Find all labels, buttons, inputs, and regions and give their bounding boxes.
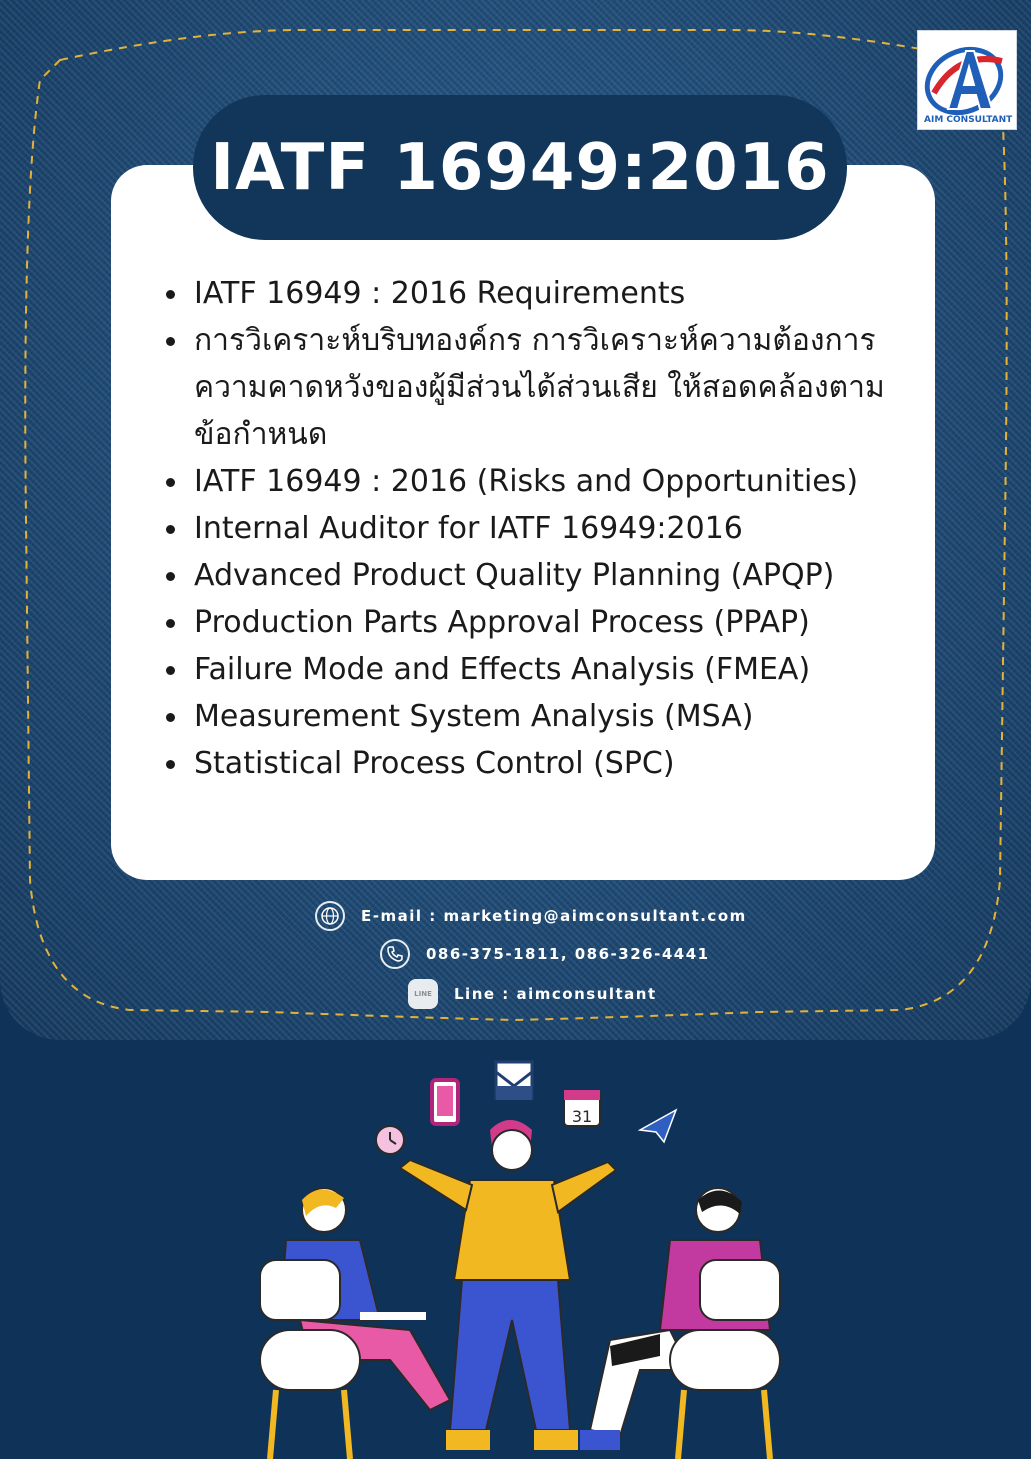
contact-line[interactable]: Line : aimconsultant: [454, 985, 657, 1003]
line-app-icon: LINE: [408, 979, 438, 1009]
phone-icon: [432, 1080, 458, 1124]
aim-consultant-logo: [917, 30, 1017, 130]
list-item: Internal Auditor for IATF 16949:2016: [160, 505, 920, 552]
list-item: การวิเคราะห์บริบทองค์กร การวิเคราะห์ความต้องการ ความคาดหวังของผู้มีส่วนได้ส่วนเสีย ให้สอดคล้องตามข้อกำหนด: [160, 317, 920, 458]
list-item: Production Parts Approval Process (PPAP): [160, 599, 920, 646]
title-banner: [193, 95, 847, 240]
contact-line-row[interactable]: [408, 979, 657, 1009]
list-item: Measurement System Analysis (MSA): [160, 693, 920, 740]
page-title: IATF 16949:2016: [210, 130, 830, 205]
paper-plane-icon: [640, 1110, 676, 1142]
globe-icon: [315, 901, 345, 931]
list-item: Statistical Process Control (SPC): [160, 740, 920, 787]
team-meeting-illustration: [240, 1050, 800, 1459]
alarm-clock-icon: [376, 1126, 404, 1154]
contact-email[interactable]: E-mail : marketing@aimconsultant.com: [361, 907, 747, 925]
list-item: IATF 16949 : 2016 Requirements: [160, 270, 920, 317]
course-list: [160, 270, 920, 787]
contact-email-row[interactable]: [315, 901, 747, 931]
contact-phone[interactable]: 086-375-1811, 086-326-4441: [426, 945, 710, 963]
calendar-day: 31: [571, 1107, 593, 1126]
calendar-icon: [564, 1090, 600, 1126]
phone-icon: [380, 939, 410, 969]
list-item: Advanced Product Quality Planning (APQP): [160, 552, 920, 599]
envelope-icon: [496, 1062, 532, 1100]
seated-person-right: [580, 1188, 780, 1459]
seated-person-left: [260, 1188, 450, 1459]
list-item: Failure Mode and Effects Analysis (FMEA): [160, 646, 920, 693]
list-item: IATF 16949 : 2016 (Risks and Opportunities): [160, 458, 920, 505]
logo-text: AIM CONSULTANT: [924, 115, 1013, 125]
contact-phone-row[interactable]: [380, 939, 710, 969]
